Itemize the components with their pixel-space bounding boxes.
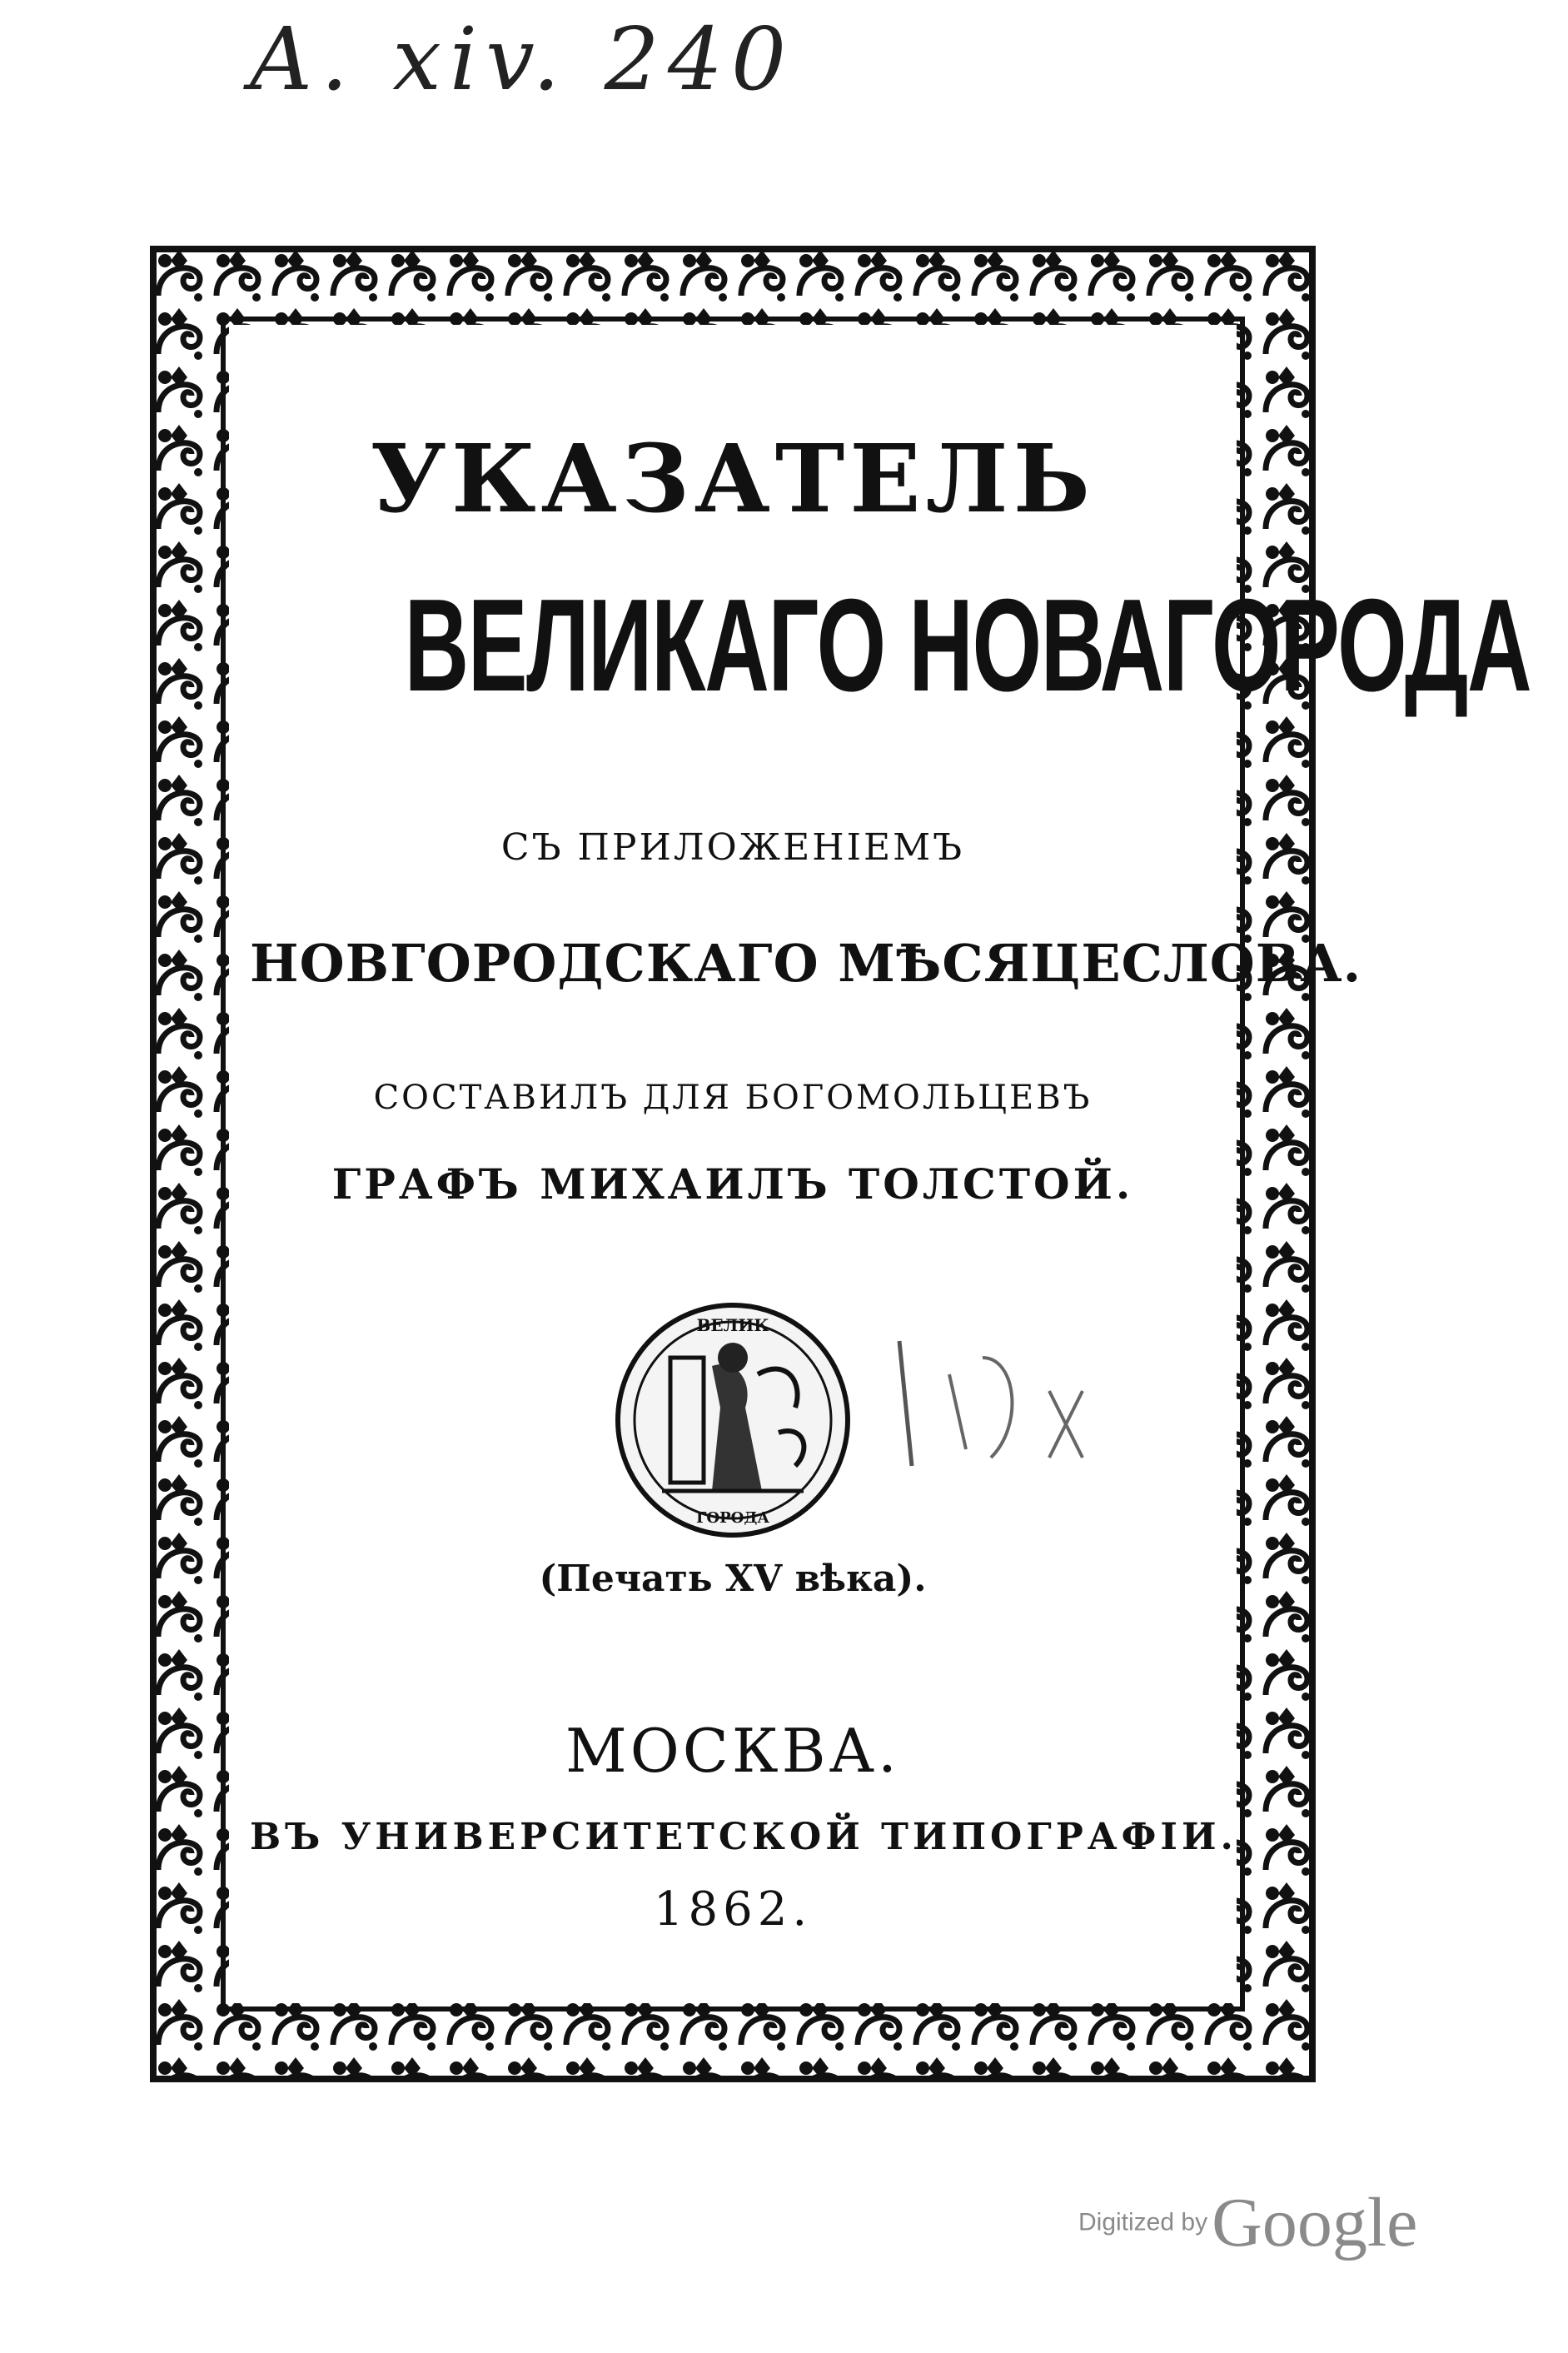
pencil-marks xyxy=(883,1324,1099,1491)
subtitle-prefix: СЪ ПРИЛОЖЕНІЕМЪ xyxy=(500,826,965,869)
imprint-year: 1862. xyxy=(653,1882,813,1937)
handwritten-shelfmark: A. xiv. 240 xyxy=(250,8,795,110)
title-word: УКАЗАТЕЛЬ xyxy=(370,425,1096,534)
seal-caption: (Печать XV вѣка). xyxy=(539,1558,927,1600)
imprint-press: ВЪ УНИВЕРСИТЕТСКОЙ ТИПОГРАФІИ. xyxy=(250,1816,1237,1858)
subtitle: НОВГОРОДСКАГО МѢСЯЦЕСЛОВА. xyxy=(250,933,1362,994)
seal-top-text: ВЕЛИК xyxy=(696,1315,769,1335)
title-page-content xyxy=(250,350,1531,1982)
title-main: ВЕЛИКАГО НОВАГОРОДА xyxy=(404,572,1531,719)
imprint-city: МОСКВА. xyxy=(565,1716,900,1786)
seal-bottom-text: ГОРОДА xyxy=(696,1509,769,1527)
author-name: ГРАФЪ МИХАИЛЪ ТОЛСТОЙ. xyxy=(331,1159,1134,1209)
google-watermark xyxy=(1078,2182,1495,2274)
compiled-by: СОСТАВИЛЪ ДЛЯ БОГОМОЛЬЦЕВЪ xyxy=(373,1079,1093,1117)
watermark-brand: Google xyxy=(1212,2184,1418,2261)
watermark-prefix: Digitized by xyxy=(1078,2208,1208,2236)
seal-emblem xyxy=(612,1299,854,1541)
